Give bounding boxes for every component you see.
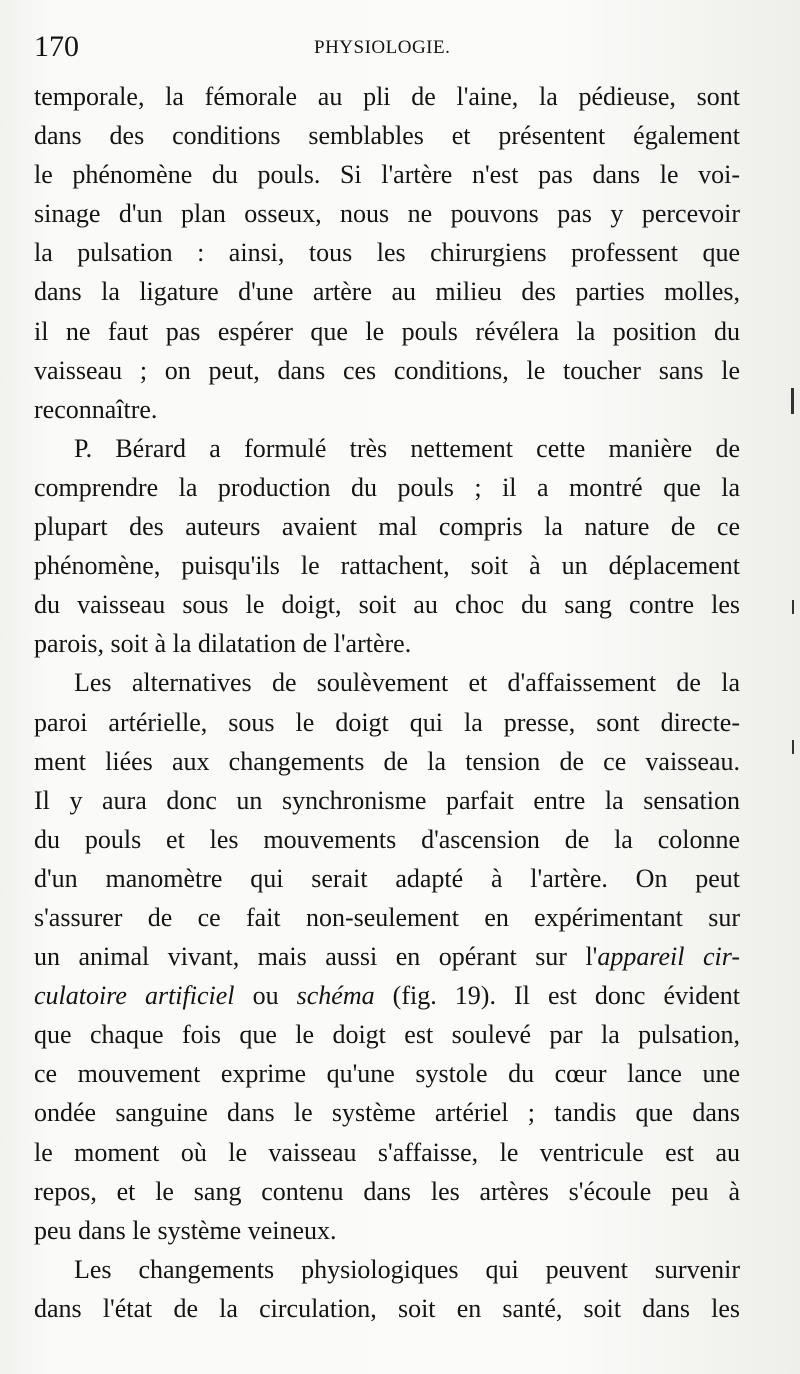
text-line: dans des conditions semblables et présentent également [34,121,740,151]
text-line: du pouls et les mouvements d'ascension de la colonne [34,824,740,854]
text-line: s'assurer de ce fait non-seulement en expérimentant sur [34,902,740,932]
margin-mark [791,388,794,414]
text-line: repos, et le sang contenu dans les artères s'écoule peu à [34,1176,740,1206]
page-number: 170 [34,30,79,63]
text-line: reconnaître. [34,394,158,424]
text-line: ce mouvement exprime qu'une systole du cœur lance une [34,1059,740,1089]
text-line: la pulsation : ainsi, tous les chirurgiens professent que [34,238,740,268]
text-line: parois, soit à la dilatation de l'artère. [34,629,412,659]
italic-term: appareil cir- [597,942,740,972]
text-line: Les alternatives de soulèvement et d'affaissement de la [74,668,740,698]
text-line: paroi artérielle, sous le doigt qui la presse, sont directe- [34,707,740,737]
text-line-mixed [34,976,740,1015]
text-line: du vaisseau sous le doigt, soit au choc du sang contre les [34,590,740,620]
text-line: plupart des auteurs avaient mal compris la nature de ce [34,512,740,542]
italic-term: schéma [296,981,375,1011]
text-line: le moment où le vaisseau s'affaisse, le ventricule est au [34,1137,740,1167]
margin-mark [792,740,794,754]
margin-mark [792,600,794,614]
text-line: temporale, la fémorale au pli de l'aine, la pédieuse, sont [34,82,740,111]
text-line: peu dans le système veineux. [34,1215,337,1245]
text-segment: un animal vivant, mais aussi en opérant sur l' [34,942,598,972]
text-line: dans la ligature d'une artère au milieu des parties molles, [34,277,740,307]
text-line: d'un manomètre qui serait adapté à l'artère. On peut [34,863,740,893]
text-line: phénomène, puisqu'ils le rattachent, soit à un déplacement [34,551,740,581]
text-line: Les changements physiologiques qui peuvent survenir [74,1254,740,1284]
text-line: le phénomène du pouls. Si l'artère n'est pas dans le voi- [34,160,740,190]
text-line: Il y aura donc un synchronisme parfait entre la sensation [34,785,740,815]
text-segment: ou [234,981,297,1011]
running-head: PHYSIOLOGIE. [314,37,451,58]
text-line-mixed [34,937,740,976]
text-line: que chaque fois que le doigt est soulevé par la pulsation, [34,1020,740,1050]
text-line: vaisseau ; on peut, dans ces conditions, le toucher sans le [34,355,740,385]
text-line: P. Bérard a formulé très nettement cette manière de [74,433,740,463]
page-header [34,30,734,66]
text-line: sinage d'un plan osseux, nous ne pouvons pas y percevoir [34,199,740,229]
text-line: il ne faut pas espérer que le pouls révélera la position du [34,316,740,346]
body-text [34,77,740,1328]
italic-term: culatoire artificiel [34,981,235,1011]
text-line: ondée sanguine dans le système artériel ; tandis que dans [34,1098,740,1128]
text-line: dans l'état de la circulation, soit en santé, soit dans les [34,1293,740,1323]
text-line: comprendre la production du pouls ; il a montré que la [34,472,740,502]
text-line: ment liées aux changements de la tension de ce vaisseau. [34,746,740,776]
text-segment: (fig. 19). Il est donc évident [374,981,741,1011]
